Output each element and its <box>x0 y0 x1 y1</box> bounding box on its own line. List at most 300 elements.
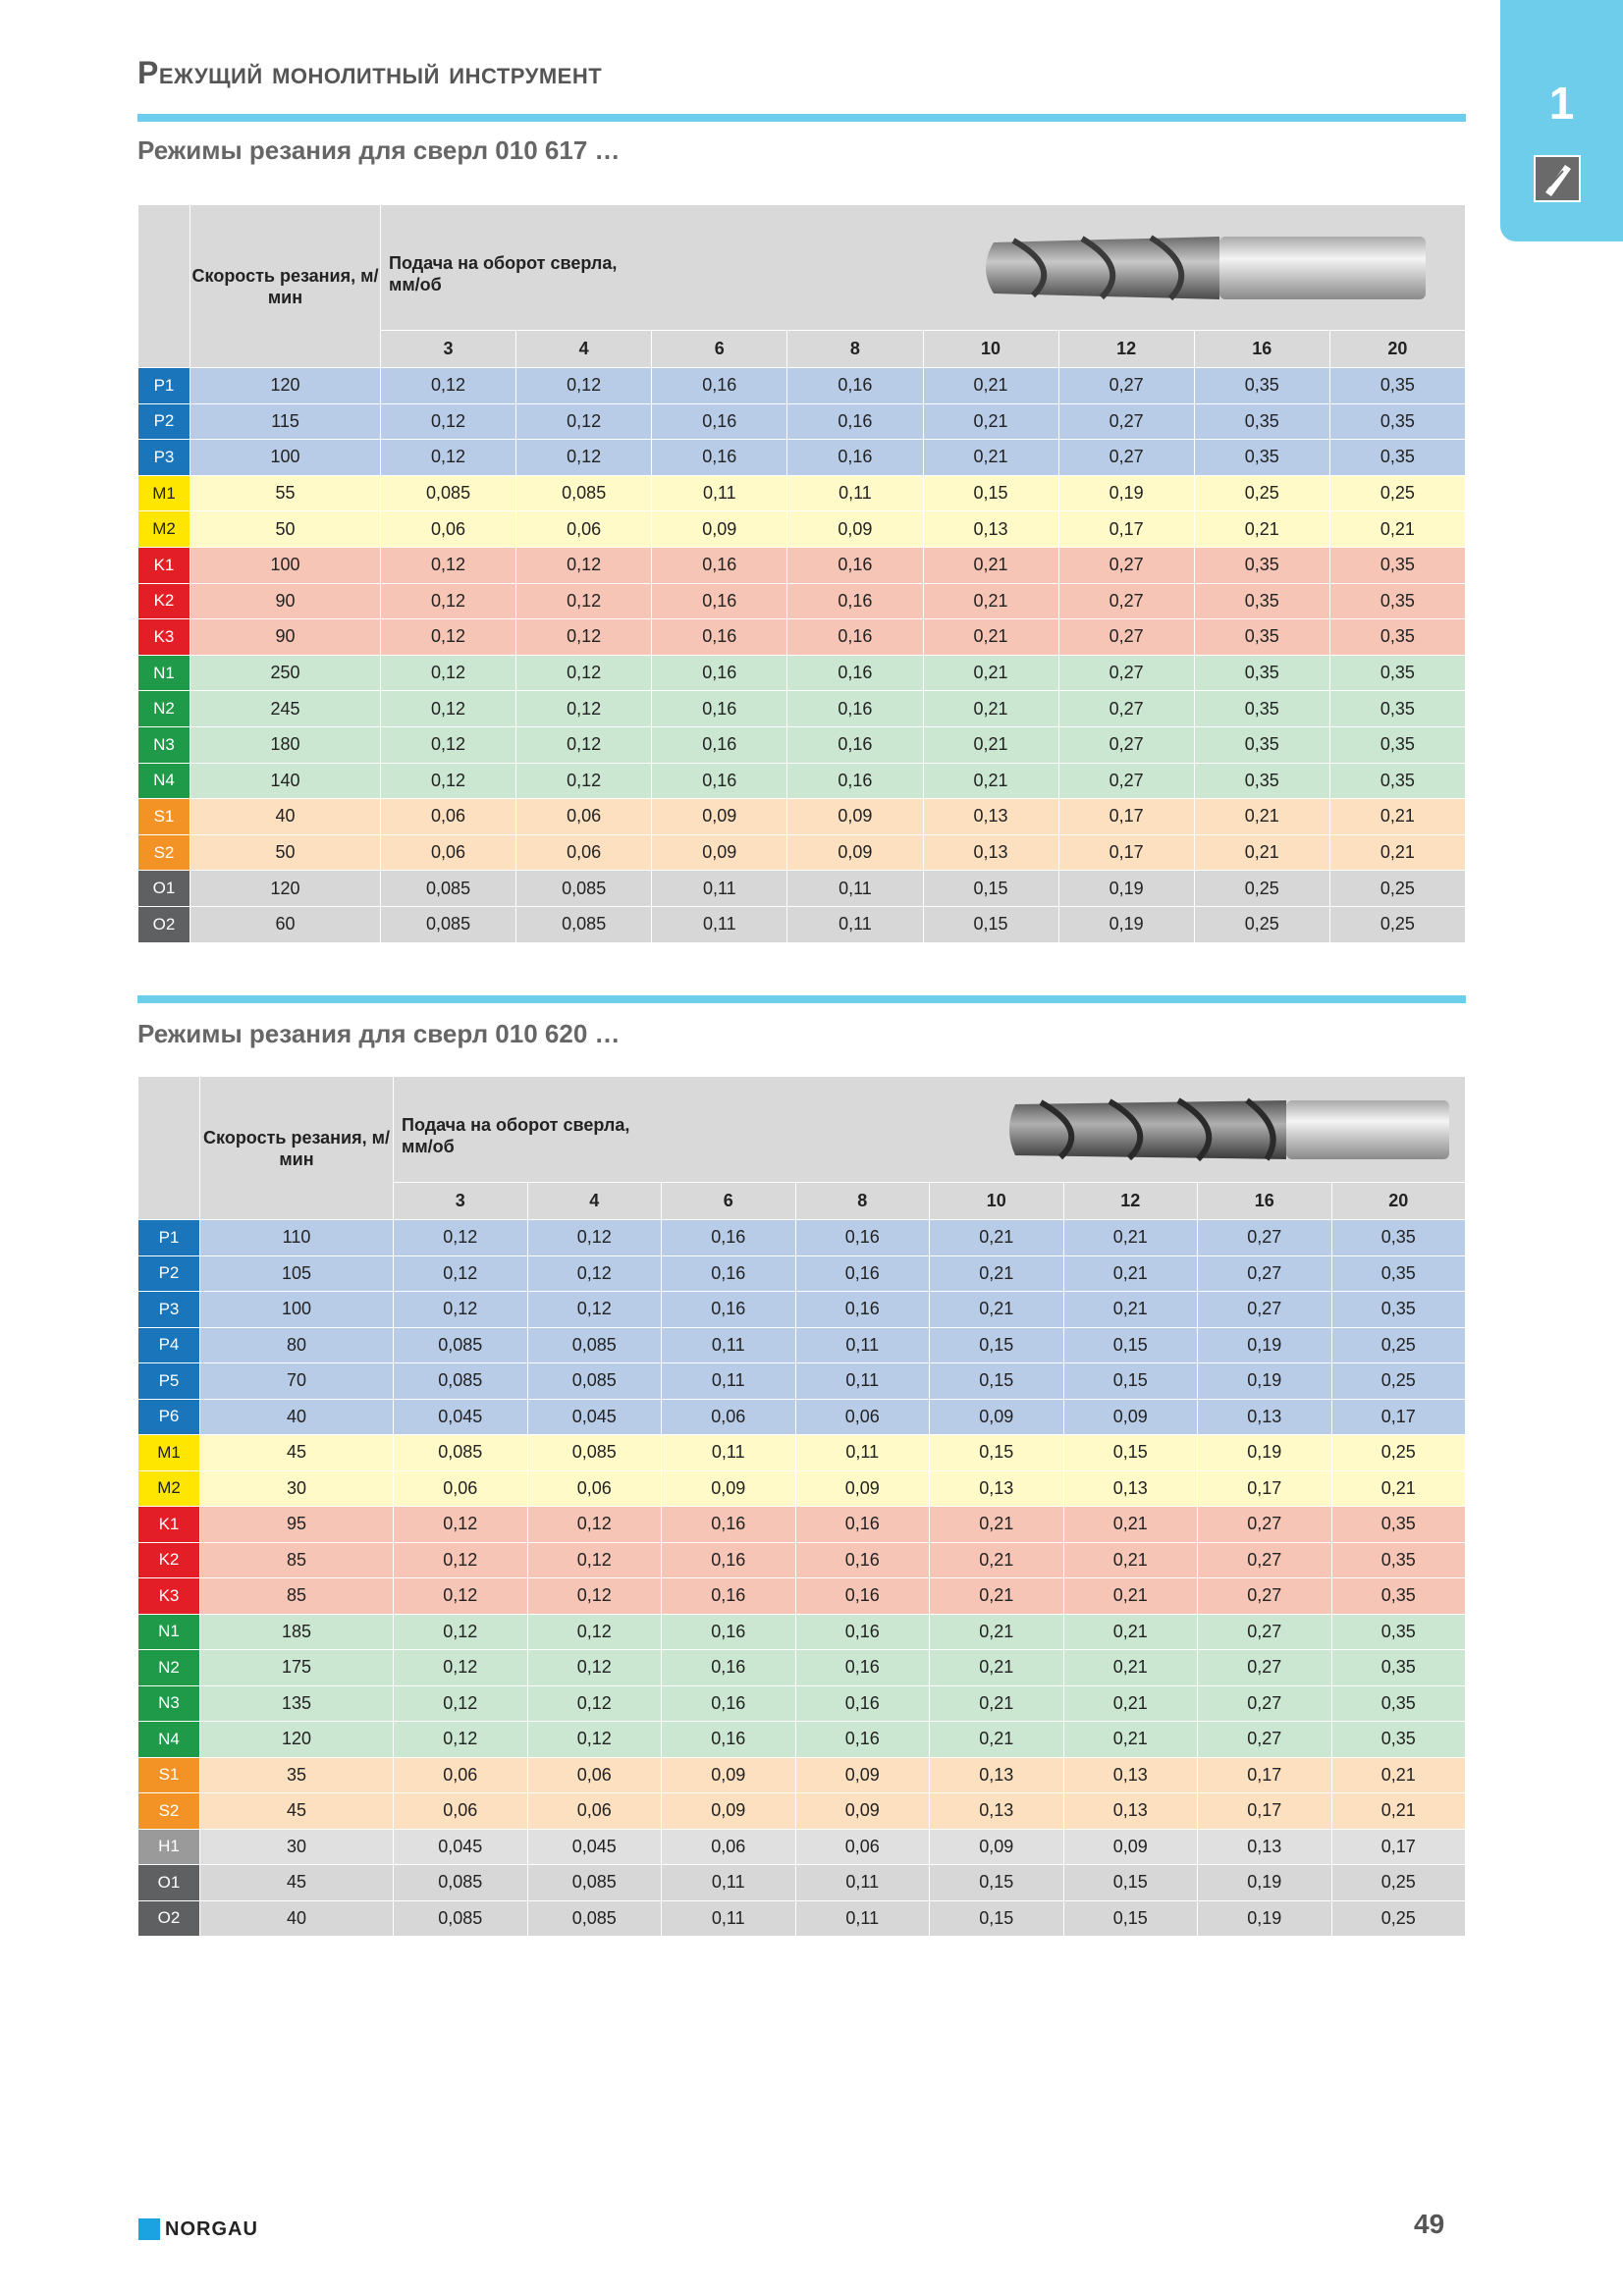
feed-cell: 0,11 <box>662 1363 796 1400</box>
speed-cell: 250 <box>190 655 381 691</box>
speed-cell: 70 <box>200 1363 394 1400</box>
feed-cell: 0,085 <box>527 1865 662 1901</box>
feed-cell: 0,085 <box>527 1900 662 1937</box>
material-code-cell: P4 <box>138 1327 200 1363</box>
table-row <box>138 1399 1466 1435</box>
diameter-header: 6 <box>662 1183 796 1220</box>
feed-cell: 0,27 <box>1198 1722 1332 1758</box>
feed-cell: 0,15 <box>1063 1900 1198 1937</box>
feed-cell: 0,06 <box>516 834 652 871</box>
feed-cell: 0,06 <box>516 511 652 548</box>
feed-cell: 0,21 <box>923 440 1058 476</box>
material-code-header <box>138 205 190 368</box>
feed-cell: 0,13 <box>1198 1399 1332 1435</box>
feed-cell: 0,19 <box>1058 871 1194 907</box>
feed-cell: 0,06 <box>662 1399 796 1435</box>
table-row <box>138 1829 1466 1865</box>
diameter-header: 10 <box>923 331 1058 368</box>
feed-cell: 0,35 <box>1331 1722 1466 1758</box>
speed-header: Скорость резания, м/мин <box>190 205 381 368</box>
feed-cell: 0,12 <box>516 763 652 799</box>
feed-cell: 0,27 <box>1198 1685 1332 1722</box>
table-row <box>138 1292 1466 1328</box>
feed-cell: 0,12 <box>516 655 652 691</box>
table-row <box>138 403 1466 440</box>
table-row <box>138 1793 1466 1830</box>
feed-cell: 0,12 <box>394 1292 528 1328</box>
material-code-cell: O1 <box>138 1865 200 1901</box>
feed-cell: 0,35 <box>1331 1650 1466 1686</box>
feed-cell: 0,21 <box>923 368 1058 404</box>
speed-cell: 80 <box>200 1327 394 1363</box>
speed-cell: 120 <box>200 1722 394 1758</box>
feed-cell: 0,16 <box>662 1685 796 1722</box>
feed-cell: 0,17 <box>1198 1793 1332 1830</box>
feed-cell: 0,085 <box>394 1363 528 1400</box>
speed-cell: 30 <box>200 1829 394 1865</box>
feed-cell: 0,21 <box>923 726 1058 763</box>
speed-cell: 105 <box>200 1255 394 1292</box>
table-row <box>138 1327 1466 1363</box>
feed-cell: 0,35 <box>1194 403 1329 440</box>
speed-cell: 110 <box>200 1220 394 1256</box>
feed-cell: 0,35 <box>1329 763 1465 799</box>
feed-cell: 0,085 <box>516 475 652 511</box>
feed-cell: 0,35 <box>1329 619 1465 656</box>
material-code-cell: N4 <box>138 763 190 799</box>
speed-cell: 140 <box>190 763 381 799</box>
feed-cell: 0,16 <box>662 1650 796 1686</box>
feed-cell: 0,09 <box>652 799 787 835</box>
speed-cell: 175 <box>200 1650 394 1686</box>
feed-cell: 0,35 <box>1329 726 1465 763</box>
speed-cell: 180 <box>190 726 381 763</box>
feed-cell: 0,13 <box>923 799 1058 835</box>
feed-cell: 0,085 <box>516 906 652 942</box>
feed-cell: 0,21 <box>923 403 1058 440</box>
feed-cell: 0,12 <box>381 547 516 583</box>
page-number: 49 <box>1414 2209 1445 2239</box>
material-code-cell: P3 <box>138 440 190 476</box>
speed-cell: 100 <box>190 547 381 583</box>
feed-cell: 0,045 <box>527 1829 662 1865</box>
feed-cell: 0,09 <box>1063 1399 1198 1435</box>
feed-cell: 0,12 <box>381 368 516 404</box>
feed-cell: 0,085 <box>394 1865 528 1901</box>
feed-cell: 0,085 <box>394 1435 528 1471</box>
diameter-header: 16 <box>1194 331 1329 368</box>
feed-cell: 0,27 <box>1058 403 1194 440</box>
feed-cell: 0,16 <box>662 1220 796 1256</box>
feed-cell: 0,35 <box>1329 547 1465 583</box>
feed-cell: 0,045 <box>527 1399 662 1435</box>
feed-cell: 0,27 <box>1198 1542 1332 1578</box>
material-code-cell: K3 <box>138 619 190 656</box>
feed-cell: 0,21 <box>1331 1757 1466 1793</box>
feed-cell: 0,19 <box>1198 1435 1332 1471</box>
feed-cell: 0,27 <box>1198 1255 1332 1292</box>
material-code-cell: N3 <box>138 726 190 763</box>
feed-cell: 0,12 <box>394 1255 528 1292</box>
feed-cell: 0,09 <box>795 1757 930 1793</box>
table-row <box>138 547 1466 583</box>
material-code-header <box>138 1077 200 1220</box>
feed-cell: 0,12 <box>381 655 516 691</box>
feed-cell: 0,15 <box>923 871 1058 907</box>
speed-cell: 85 <box>200 1542 394 1578</box>
table-row <box>138 1363 1466 1400</box>
feed-cell: 0,35 <box>1194 440 1329 476</box>
speed-cell: 120 <box>190 368 381 404</box>
feed-cell: 0,17 <box>1058 834 1194 871</box>
chapter-tab[interactable] <box>1500 0 1623 241</box>
section-divider <box>137 995 1466 1003</box>
feed-cell: 0,35 <box>1194 547 1329 583</box>
material-code-cell: S2 <box>138 1793 200 1830</box>
table-row <box>138 1578 1466 1615</box>
table-row <box>138 1435 1466 1471</box>
feed-cell: 0,12 <box>381 583 516 619</box>
feed-cell: 0,27 <box>1198 1614 1332 1650</box>
table-row <box>138 1507 1466 1543</box>
feed-cell: 0,21 <box>1329 511 1465 548</box>
speed-cell: 45 <box>200 1793 394 1830</box>
feed-cell: 0,25 <box>1194 906 1329 942</box>
speed-cell: 100 <box>200 1292 394 1328</box>
feed-cell: 0,085 <box>527 1435 662 1471</box>
table-row <box>138 1685 1466 1722</box>
feed-cell: 0,35 <box>1331 1685 1466 1722</box>
feed-cell: 0,21 <box>930 1614 1064 1650</box>
feed-cell: 0,11 <box>652 475 787 511</box>
feed-cell: 0,15 <box>930 1363 1064 1400</box>
speed-cell: 45 <box>200 1435 394 1471</box>
feed-cell: 0,06 <box>527 1757 662 1793</box>
feed-cell: 0,11 <box>795 1327 930 1363</box>
feed-cell: 0,11 <box>795 1363 930 1400</box>
feed-cell: 0,12 <box>381 403 516 440</box>
feed-cell: 0,21 <box>923 655 1058 691</box>
title-divider <box>137 114 1466 122</box>
material-code-cell: N4 <box>138 1722 200 1758</box>
feed-cell: 0,27 <box>1058 368 1194 404</box>
feed-cell: 0,045 <box>394 1399 528 1435</box>
feed-cell: 0,16 <box>795 1220 930 1256</box>
chapter-number: 1 <box>1548 78 1575 129</box>
diameter-header: 12 <box>1058 331 1194 368</box>
diameter-header: 20 <box>1329 331 1465 368</box>
feed-cell: 0,21 <box>923 547 1058 583</box>
feed-cell: 0,16 <box>662 1507 796 1543</box>
feed-cell: 0,11 <box>662 1900 796 1937</box>
feed-cell: 0,12 <box>381 763 516 799</box>
feed-cell: 0,21 <box>1063 1685 1198 1722</box>
feed-cell: 0,16 <box>795 1650 930 1686</box>
feed-cell: 0,16 <box>652 619 787 656</box>
feed-cell: 0,35 <box>1331 1255 1466 1292</box>
table-row <box>138 1542 1466 1578</box>
feed-cell: 0,27 <box>1058 763 1194 799</box>
feed-cell: 0,15 <box>1063 1865 1198 1901</box>
material-code-cell: K3 <box>138 1578 200 1615</box>
feed-cell: 0,21 <box>930 1507 1064 1543</box>
feed-cell: 0,16 <box>652 726 787 763</box>
feed-cell: 0,27 <box>1058 619 1194 656</box>
feed-cell: 0,21 <box>1194 799 1329 835</box>
feed-cell: 0,12 <box>527 1578 662 1615</box>
feed-cell: 0,16 <box>662 1578 796 1615</box>
feed-cell: 0,21 <box>1063 1542 1198 1578</box>
speed-cell: 100 <box>190 440 381 476</box>
feed-cell: 0,06 <box>381 511 516 548</box>
feed-cell: 0,16 <box>787 763 923 799</box>
feed-cell: 0,16 <box>662 1614 796 1650</box>
feed-header <box>381 205 1466 331</box>
feed-cell: 0,12 <box>527 1220 662 1256</box>
feed-cell: 0,21 <box>930 1685 1064 1722</box>
feed-cell: 0,06 <box>394 1793 528 1830</box>
feed-cell: 0,09 <box>662 1757 796 1793</box>
table-row <box>138 1650 1466 1686</box>
material-code-cell: N2 <box>138 1650 200 1686</box>
feed-cell: 0,13 <box>1198 1829 1332 1865</box>
material-code-cell: P1 <box>138 1220 200 1256</box>
material-code-cell: O2 <box>138 1900 200 1937</box>
page-title: Режущий монолитный инструмент <box>137 55 603 90</box>
feed-cell: 0,12 <box>394 1650 528 1686</box>
feed-cell: 0,11 <box>787 871 923 907</box>
feed-cell: 0,09 <box>787 799 923 835</box>
feed-cell: 0,35 <box>1194 655 1329 691</box>
feed-cell: 0,35 <box>1194 368 1329 404</box>
brand-logo: NORGAU <box>165 2218 258 2240</box>
feed-cell: 0,06 <box>795 1399 930 1435</box>
feed-cell: 0,11 <box>662 1865 796 1901</box>
feed-cell: 0,21 <box>1063 1292 1198 1328</box>
feed-cell: 0,11 <box>662 1327 796 1363</box>
table-row <box>138 799 1466 835</box>
feed-cell: 0,12 <box>394 1507 528 1543</box>
feed-cell: 0,085 <box>527 1363 662 1400</box>
table-row <box>138 871 1466 907</box>
feed-cell: 0,15 <box>923 475 1058 511</box>
feed-cell: 0,06 <box>527 1470 662 1507</box>
feed-cell: 0,11 <box>662 1435 796 1471</box>
table-row <box>138 1614 1466 1650</box>
material-code-cell: N1 <box>138 1614 200 1650</box>
feed-cell: 0,27 <box>1198 1650 1332 1686</box>
table-row <box>138 1865 1466 1901</box>
feed-cell: 0,27 <box>1198 1220 1332 1256</box>
feed-cell: 0,35 <box>1331 1578 1466 1615</box>
feed-cell: 0,12 <box>516 583 652 619</box>
feed-cell: 0,25 <box>1331 1900 1466 1937</box>
speed-cell: 95 <box>200 1507 394 1543</box>
feed-cell: 0,16 <box>795 1722 930 1758</box>
material-code-cell: N1 <box>138 655 190 691</box>
feed-cell: 0,16 <box>787 440 923 476</box>
speed-cell: 245 <box>190 691 381 727</box>
feed-cell: 0,12 <box>527 1507 662 1543</box>
cutting-data-table-010620 <box>137 1076 1466 1937</box>
drill-tool-icon <box>1534 155 1581 202</box>
material-code-cell: M2 <box>138 511 190 548</box>
feed-cell: 0,13 <box>1063 1793 1198 1830</box>
material-code-cell: M1 <box>138 475 190 511</box>
feed-cell: 0,12 <box>394 1614 528 1650</box>
feed-cell: 0,12 <box>394 1722 528 1758</box>
feed-cell: 0,15 <box>1063 1363 1198 1400</box>
table-row <box>138 1470 1466 1507</box>
table-row <box>138 1900 1466 1937</box>
material-code-cell: S1 <box>138 1757 200 1793</box>
feed-cell: 0,21 <box>1194 834 1329 871</box>
feed-cell: 0,12 <box>394 1542 528 1578</box>
feed-header <box>394 1077 1466 1183</box>
feed-cell: 0,21 <box>1194 511 1329 548</box>
feed-cell: 0,06 <box>394 1757 528 1793</box>
material-code-cell: K1 <box>138 1507 200 1543</box>
feed-cell: 0,35 <box>1329 440 1465 476</box>
feed-cell: 0,16 <box>652 763 787 799</box>
feed-cell: 0,13 <box>930 1470 1064 1507</box>
feed-cell: 0,21 <box>923 583 1058 619</box>
speed-cell: 50 <box>190 834 381 871</box>
feed-cell: 0,21 <box>1063 1578 1198 1615</box>
material-code-cell: M2 <box>138 1470 200 1507</box>
feed-cell: 0,12 <box>527 1292 662 1328</box>
feed-cell: 0,25 <box>1194 871 1329 907</box>
feed-cell: 0,15 <box>930 1900 1064 1937</box>
speed-cell: 90 <box>190 583 381 619</box>
feed-cell: 0,12 <box>394 1685 528 1722</box>
feed-cell: 0,25 <box>1331 1327 1466 1363</box>
feed-cell: 0,16 <box>652 583 787 619</box>
feed-cell: 0,27 <box>1058 583 1194 619</box>
cutting-data-table-010617 <box>137 204 1466 943</box>
speed-cell: 35 <box>200 1757 394 1793</box>
material-code-cell: O1 <box>138 871 190 907</box>
feed-cell: 0,27 <box>1198 1578 1332 1615</box>
material-code-cell: N2 <box>138 691 190 727</box>
feed-cell: 0,35 <box>1194 619 1329 656</box>
feed-cell: 0,09 <box>795 1470 930 1507</box>
feed-cell: 0,25 <box>1331 1435 1466 1471</box>
feed-cell: 0,045 <box>394 1829 528 1865</box>
diameter-header: 12 <box>1063 1183 1198 1220</box>
feed-cell: 0,12 <box>516 368 652 404</box>
feed-cell: 0,35 <box>1331 1220 1466 1256</box>
feed-cell: 0,15 <box>1063 1435 1198 1471</box>
feed-cell: 0,11 <box>652 871 787 907</box>
feed-cell: 0,15 <box>930 1435 1064 1471</box>
feed-cell: 0,16 <box>787 691 923 727</box>
feed-cell: 0,16 <box>795 1255 930 1292</box>
feed-cell: 0,35 <box>1194 691 1329 727</box>
feed-cell: 0,16 <box>787 368 923 404</box>
feed-cell: 0,06 <box>516 799 652 835</box>
feed-cell: 0,35 <box>1329 691 1465 727</box>
feed-cell: 0,35 <box>1331 1507 1466 1543</box>
material-code-cell: P3 <box>138 1292 200 1328</box>
feed-cell: 0,21 <box>1063 1722 1198 1758</box>
feed-cell: 0,21 <box>923 763 1058 799</box>
feed-cell: 0,16 <box>795 1292 930 1328</box>
speed-cell: 60 <box>190 906 381 942</box>
feed-cell: 0,085 <box>381 906 516 942</box>
feed-cell: 0,21 <box>1331 1793 1466 1830</box>
feed-cell: 0,15 <box>923 906 1058 942</box>
material-code-cell: S2 <box>138 834 190 871</box>
feed-cell: 0,27 <box>1058 691 1194 727</box>
feed-cell: 0,16 <box>652 368 787 404</box>
feed-cell: 0,16 <box>787 655 923 691</box>
feed-cell: 0,16 <box>652 655 787 691</box>
feed-cell: 0,06 <box>381 799 516 835</box>
speed-cell: 40 <box>200 1399 394 1435</box>
feed-cell: 0,11 <box>795 1435 930 1471</box>
diameter-header: 3 <box>394 1183 528 1220</box>
material-code-cell: P2 <box>138 1255 200 1292</box>
feed-cell: 0,21 <box>1063 1255 1198 1292</box>
speed-cell: 50 <box>190 511 381 548</box>
feed-cell: 0,25 <box>1329 871 1465 907</box>
material-code-cell: H1 <box>138 1829 200 1865</box>
speed-cell: 115 <box>190 403 381 440</box>
feed-cell: 0,12 <box>527 1685 662 1722</box>
speed-cell: 55 <box>190 475 381 511</box>
feed-cell: 0,35 <box>1194 726 1329 763</box>
feed-cell: 0,27 <box>1058 655 1194 691</box>
feed-cell: 0,27 <box>1198 1292 1332 1328</box>
feed-cell: 0,09 <box>787 511 923 548</box>
speed-cell: 40 <box>200 1900 394 1937</box>
feed-cell: 0,085 <box>516 871 652 907</box>
feed-cell: 0,16 <box>795 1507 930 1543</box>
table-row <box>138 655 1466 691</box>
feed-cell: 0,21 <box>930 1220 1064 1256</box>
feed-cell: 0,21 <box>930 1255 1064 1292</box>
feed-cell: 0,06 <box>795 1829 930 1865</box>
feed-cell: 0,09 <box>652 834 787 871</box>
feed-cell: 0,09 <box>795 1793 930 1830</box>
feed-cell: 0,19 <box>1198 1363 1332 1400</box>
feed-cell: 0,35 <box>1194 763 1329 799</box>
feed-cell: 0,15 <box>1063 1327 1198 1363</box>
feed-cell: 0,09 <box>1063 1829 1198 1865</box>
table-row <box>138 368 1466 404</box>
feed-cell: 0,11 <box>787 906 923 942</box>
feed-cell: 0,27 <box>1058 547 1194 583</box>
norgau-logo-square <box>138 2218 160 2240</box>
feed-cell: 0,12 <box>527 1722 662 1758</box>
feed-cell: 0,21 <box>1063 1507 1198 1543</box>
feed-cell: 0,21 <box>930 1650 1064 1686</box>
feed-cell: 0,16 <box>795 1542 930 1578</box>
feed-cell: 0,13 <box>930 1757 1064 1793</box>
feed-cell: 0,19 <box>1198 1900 1332 1937</box>
feed-cell: 0,17 <box>1058 799 1194 835</box>
feed-cell: 0,27 <box>1058 726 1194 763</box>
drill-image <box>974 229 1435 307</box>
feed-cell: 0,12 <box>381 691 516 727</box>
feed-cell: 0,21 <box>1331 1470 1466 1507</box>
speed-header: Скорость резания, м/мин <box>200 1077 394 1220</box>
feed-cell: 0,16 <box>652 403 787 440</box>
feed-cell: 0,085 <box>394 1327 528 1363</box>
feed-cell: 0,21 <box>923 619 1058 656</box>
diameter-header: 8 <box>795 1183 930 1220</box>
